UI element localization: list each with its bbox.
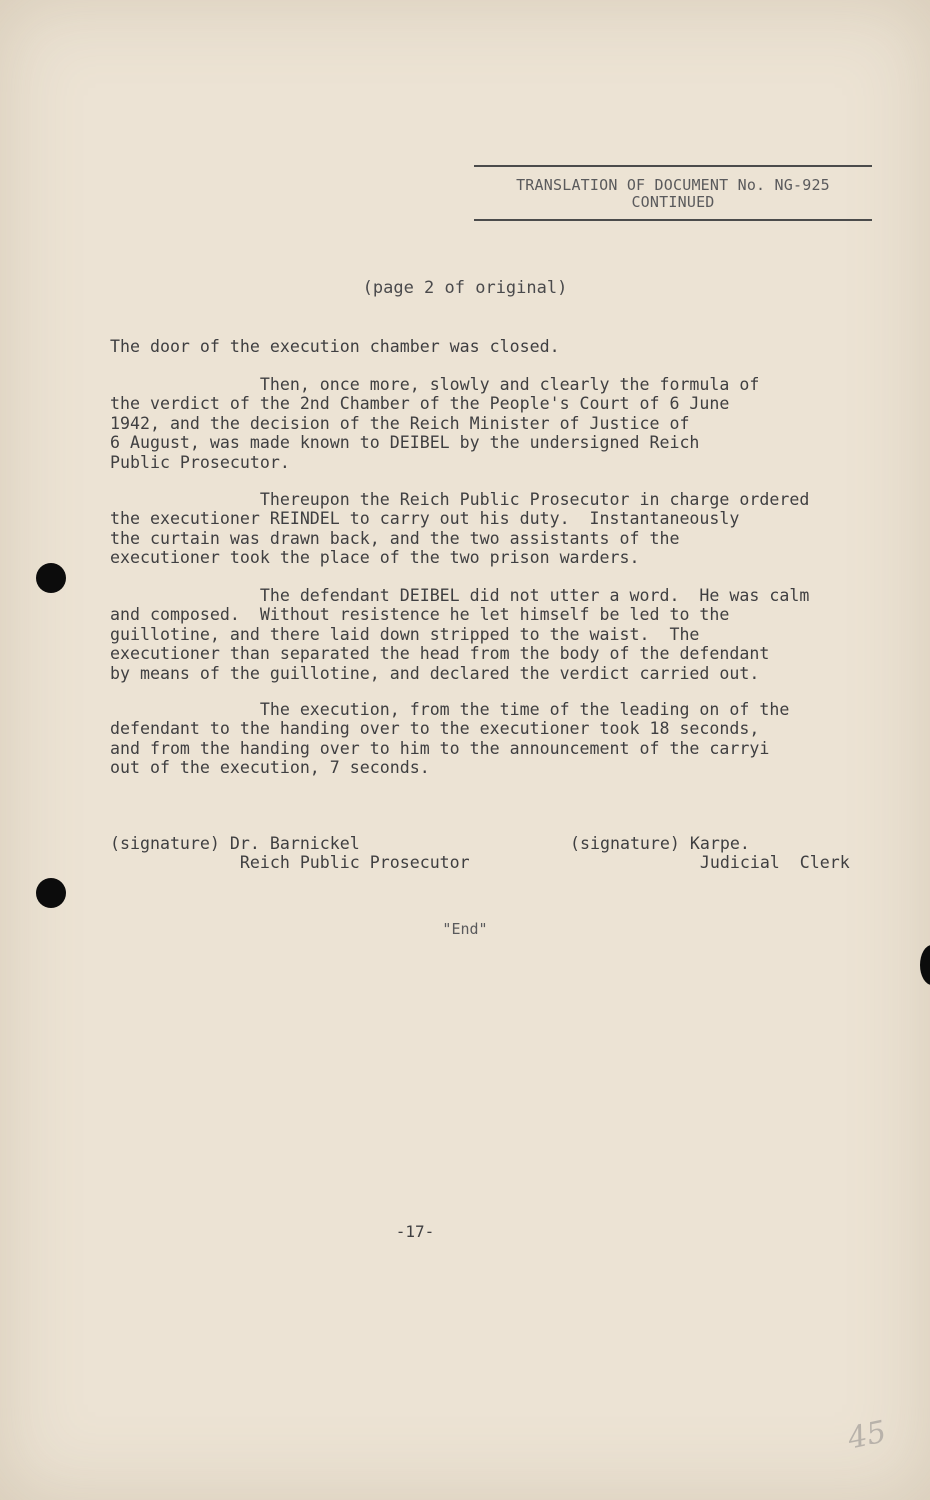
paragraph-1: The door of the execution chamber was closed. — [110, 337, 560, 356]
edge-notch — [920, 945, 930, 985]
end-mark: "End" — [442, 920, 488, 938]
page-reference: (page 2 of original) — [362, 278, 568, 298]
punch-hole — [36, 563, 66, 593]
header-subtitle: CONTINUED — [631, 193, 715, 211]
header-title: TRANSLATION OF DOCUMENT No. NG-925 — [516, 176, 830, 194]
punch-hole — [36, 878, 66, 908]
paragraph-5: The execution, from the time of the leading on of the defendant to the handing over to the executioner took 18 seconds, and from the handing over to him to the announcement of the carryi out of the execution, 7 seconds. — [110, 700, 790, 778]
translation-header — [474, 160, 872, 224]
paragraph-2: Then, once more, slowly and clearly the formula of the verdict of the 2nd Chamber of the People's Court of 6 June 1942, and the decision of the Reich Minister of Justice of 6 August, was made known to DEIBEL by the undersigned Reich Public Prosecutor. — [110, 375, 760, 472]
header-rule-top — [474, 165, 872, 167]
signature-clerk: (signature) Karpe. Judicial Clerk — [570, 834, 850, 872]
signature-prosecutor: (signature) Dr. Barnickel Reich Public Prosecutor — [110, 834, 470, 872]
paragraph-4: The defendant DEIBEL did not utter a word. He was calm and composed. Without resistence he let himself be led to the guillotine, and there laid down stripped to the waist. The executioner than separated the head from the body of the defendant by means of the guillotine, and declared the verdict carried out. — [110, 586, 810, 683]
handwritten-number: 45 — [844, 1414, 890, 1457]
paragraph-3: Thereupon the Reich Public Prosecutor in charge ordered the executioner REINDEL to carry out his duty. Instantaneously the curtain was drawn back, and the two assistants of the executioner took the place of the two prison warders. — [110, 490, 810, 568]
page-number: -17- — [395, 1222, 435, 1241]
header-rule-bottom — [474, 219, 872, 221]
